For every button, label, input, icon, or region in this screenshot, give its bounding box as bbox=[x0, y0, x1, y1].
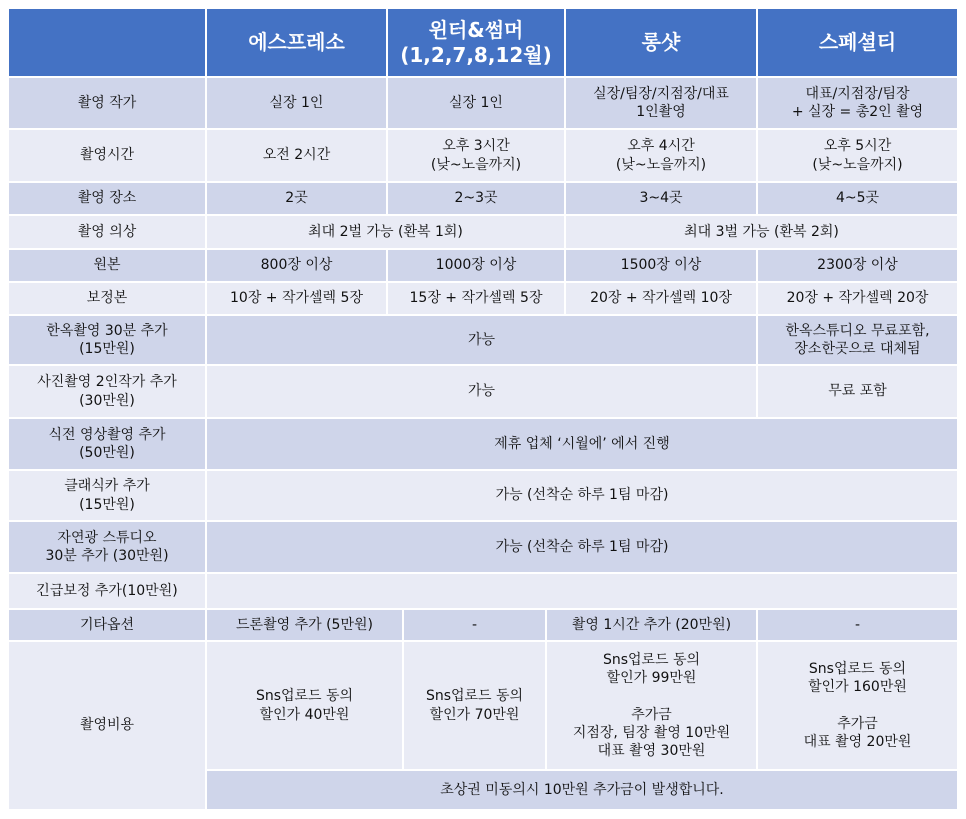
original-specialty: 2300장 이상 bbox=[757, 249, 958, 282]
location-longshot: 3~4곳 bbox=[565, 182, 757, 215]
location-specialty: 4~5곳 bbox=[757, 182, 958, 215]
time-winter-summer: 오후 3시간 (낮~노을까지) bbox=[387, 129, 565, 182]
location-winter-summer: 2~3곳 bbox=[387, 182, 565, 215]
cost-specialty: Sns업로드 동의 할인가 160만원 추가금 대표 촬영 20만원 bbox=[757, 641, 958, 770]
time-longshot: 오후 4시간 (낮~노을까지) bbox=[565, 129, 757, 182]
header-espresso: 에스프레소 bbox=[206, 8, 387, 77]
other-winter-summer: - bbox=[403, 609, 546, 641]
row-label-classic-car: 클래식카 추가 (15만원) bbox=[8, 470, 206, 521]
original-winter-summer: 1000장 이상 bbox=[387, 249, 565, 282]
photographer-longshot: 실장/팀장/지점장/대표 1인촬영 bbox=[565, 77, 757, 129]
cost-winter-summer: Sns업로드 동의 할인가 70만원 bbox=[403, 641, 546, 770]
header-corner-cell bbox=[8, 8, 206, 77]
cost-espresso: Sns업로드 동의 할인가 40만원 bbox=[206, 641, 403, 770]
row-label-video: 식전 영상촬영 추가 (50만원) bbox=[8, 418, 206, 470]
outfit-longshot-specialty: 최대 3벌 가능 (환복 2회) bbox=[565, 215, 958, 249]
header-specialty: 스페셜티 bbox=[757, 8, 958, 77]
row-label-photographer: 촬영 작가 bbox=[8, 77, 206, 129]
hanok-specialty: 한옥스튜디오 무료포함, 장소한곳으로 대체됨 bbox=[757, 315, 958, 365]
hanok-espresso-to-longshot: 가능 bbox=[206, 315, 757, 365]
urgent-value bbox=[206, 573, 958, 609]
time-espresso: 오전 2시간 bbox=[206, 129, 387, 182]
row-label-time: 촬영시간 bbox=[8, 129, 206, 182]
video-value: 제휴 업체 ‘시월에’ 에서 진행 bbox=[206, 418, 958, 470]
retouched-espresso: 10장 + 작가셀렉 5장 bbox=[206, 282, 387, 315]
header-longshot: 롱샷 bbox=[565, 8, 757, 77]
second-photographer-espresso-to-longshot: 가능 bbox=[206, 365, 757, 418]
cost-footer-note: 초상권 미동의시 10만원 추가금이 발생합니다. bbox=[206, 770, 958, 810]
cost-longshot: Sns업로드 동의 할인가 99만원 추가금 지점장, 팀장 촬영 10만원 대표 촬영 30만원 bbox=[546, 641, 757, 770]
natural-studio-value: 가능 (선착순 하루 1팀 마감) bbox=[206, 521, 958, 573]
retouched-longshot: 20장 + 작가셀렉 10장 bbox=[565, 282, 757, 315]
row-label-urgent: 긴급보정 추가(10만원) bbox=[8, 573, 206, 609]
retouched-specialty: 20장 + 작가셀렉 20장 bbox=[757, 282, 958, 315]
time-specialty: 오후 5시간 (낮~노을까지) bbox=[757, 129, 958, 182]
outfit-espresso-winter: 최대 2벌 가능 (환복 1회) bbox=[206, 215, 565, 249]
row-label-outfit: 촬영 의상 bbox=[8, 215, 206, 249]
row-label-retouched: 보정본 bbox=[8, 282, 206, 315]
original-espresso: 800장 이상 bbox=[206, 249, 387, 282]
row-label-location: 촬영 장소 bbox=[8, 182, 206, 215]
second-photographer-specialty: 무료 포함 bbox=[757, 365, 958, 418]
row-label-original: 원본 bbox=[8, 249, 206, 282]
other-longshot: 촬영 1시간 추가 (20만원) bbox=[546, 609, 757, 641]
original-longshot: 1500장 이상 bbox=[565, 249, 757, 282]
retouched-winter-summer: 15장 + 작가셀렉 5장 bbox=[387, 282, 565, 315]
photographer-specialty: 대표/지점장/팀장 + 실장 = 총2인 촬영 bbox=[757, 77, 958, 129]
row-label-cost: 촬영비용 bbox=[8, 641, 206, 810]
location-espresso: 2곳 bbox=[206, 182, 387, 215]
photographer-espresso: 실장 1인 bbox=[206, 77, 387, 129]
row-label-hanok: 한옥촬영 30분 추가 (15만원) bbox=[8, 315, 206, 365]
header-winter-summer: 윈터&썸머 (1,2,7,8,12월) bbox=[387, 8, 565, 77]
classic-car-value: 가능 (선착순 하루 1팀 마감) bbox=[206, 470, 958, 521]
row-label-other: 기타옵션 bbox=[8, 609, 206, 641]
other-specialty: - bbox=[757, 609, 958, 641]
row-label-second-photographer: 사진촬영 2인작가 추가 (30만원) bbox=[8, 365, 206, 418]
other-espresso: 드론촬영 추가 (5만원) bbox=[206, 609, 403, 641]
row-label-natural-studio: 자연광 스튜디오 30분 추가 (30만원) bbox=[8, 521, 206, 573]
photographer-winter-summer: 실장 1인 bbox=[387, 77, 565, 129]
